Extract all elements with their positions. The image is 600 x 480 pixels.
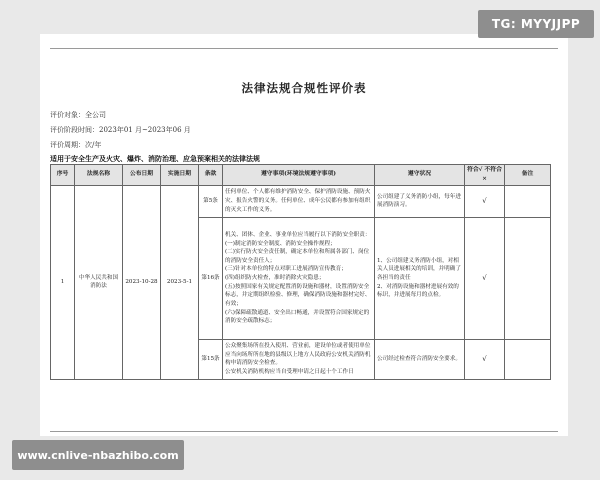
header-compliance: 符合√ 不符合×: [465, 165, 505, 186]
header-law-name: 法规名称: [75, 165, 123, 186]
article-requirement: 机关、团体、企业、事业单位应当履行以下消防安全职责： (一)制定消防安全制度、消防安全操作规程； (二)实行防火安全责任制，确定本单位和所属各部门、岗位的消防安全责任人； (三)针对本单位的特点对职工进展消防宣传教育； (四)组织防火检查，准时消除火灾隐患； (五)按照国家有关规定配置消防设施和器材，设置消防安全标志，并定期组织检验、修理，确保消防设施和器材完好、有效； (六)保障疏散通道、安全出口畅通，并设置符合国家规定的消防安全疏散标志；: [223, 217, 375, 339]
article-remarks: [505, 339, 551, 379]
compliance-mark: √: [465, 339, 505, 379]
article-status: 公司经过检查符合消防安全要求。: [375, 339, 465, 379]
article-requirement: 任何单位、个人都有维护消防安全、保护消防设施、预防火灾、报告火警的义务。任何单位、成年公民都有参加有组织的灭火工作的义务。: [223, 185, 375, 217]
law-name: 中华人民共和国消防法: [75, 185, 123, 379]
header-status: 遵守状况: [375, 165, 465, 186]
article-number: 第5条: [199, 185, 223, 217]
article-number: 第15条: [199, 339, 223, 379]
compliance-table: [50, 164, 551, 380]
table-row: [51, 185, 551, 217]
article-remarks: [505, 217, 551, 339]
article-remarks: [505, 185, 551, 217]
bottom-divider: [50, 431, 558, 432]
evaluation-cycle: 评价周期：次/年: [50, 141, 102, 149]
header-requirement: 遵守事项(环境法规遵守事项): [223, 165, 375, 186]
compliance-mark: √: [465, 185, 505, 217]
document-page: [40, 34, 568, 436]
document-title: 法律法规合规性评价表: [241, 81, 367, 95]
evaluation-target: 评价对象：全公司: [50, 111, 106, 119]
watermark-url: www.cnlive-nbazhibo.com: [12, 440, 184, 470]
header-article: 条款: [199, 165, 223, 186]
header-effective: 实施日期: [161, 165, 199, 186]
article-status: 公司组建了义务消防小组，每年进展消防演习。: [375, 185, 465, 217]
law-effective: 2023-5-1: [161, 185, 199, 379]
article-requirement: 公众聚集场所在投入使用、营业前，建设单位或者使用单位应当向场所所在地的县级以上地方人民政府公安机关消防机构申请消防安全检查。 公安机关消防机构应当自受理申请之日起十个工作日: [223, 339, 375, 379]
law-published: 2023-10-28: [123, 185, 161, 379]
table-header-row: [51, 165, 551, 186]
article-status: 1、公司组建义务消防小组，对相关人员进展相关的培训，并明确了各担当的责任 2、对消防设施和器材进展有效的标识，并进展每月的点检。: [375, 217, 465, 339]
article-number: 第16条: [199, 217, 223, 339]
header-seq: 序号: [51, 165, 75, 186]
law-seq: 1: [51, 185, 75, 379]
top-divider: [50, 48, 558, 49]
evaluation-period: 评价阶段时间：2023年01 月~2023年06 月: [50, 126, 191, 134]
header-published: 公布日期: [123, 165, 161, 186]
header-remarks: 备注: [505, 165, 551, 186]
watermark-badge: TG: MYYJJPP: [478, 10, 594, 38]
scope-statement: 适用于安全生产及火灾、爆炸、消防治理、应急预案相关的法律法规: [50, 154, 260, 163]
compliance-mark: √: [465, 217, 505, 339]
